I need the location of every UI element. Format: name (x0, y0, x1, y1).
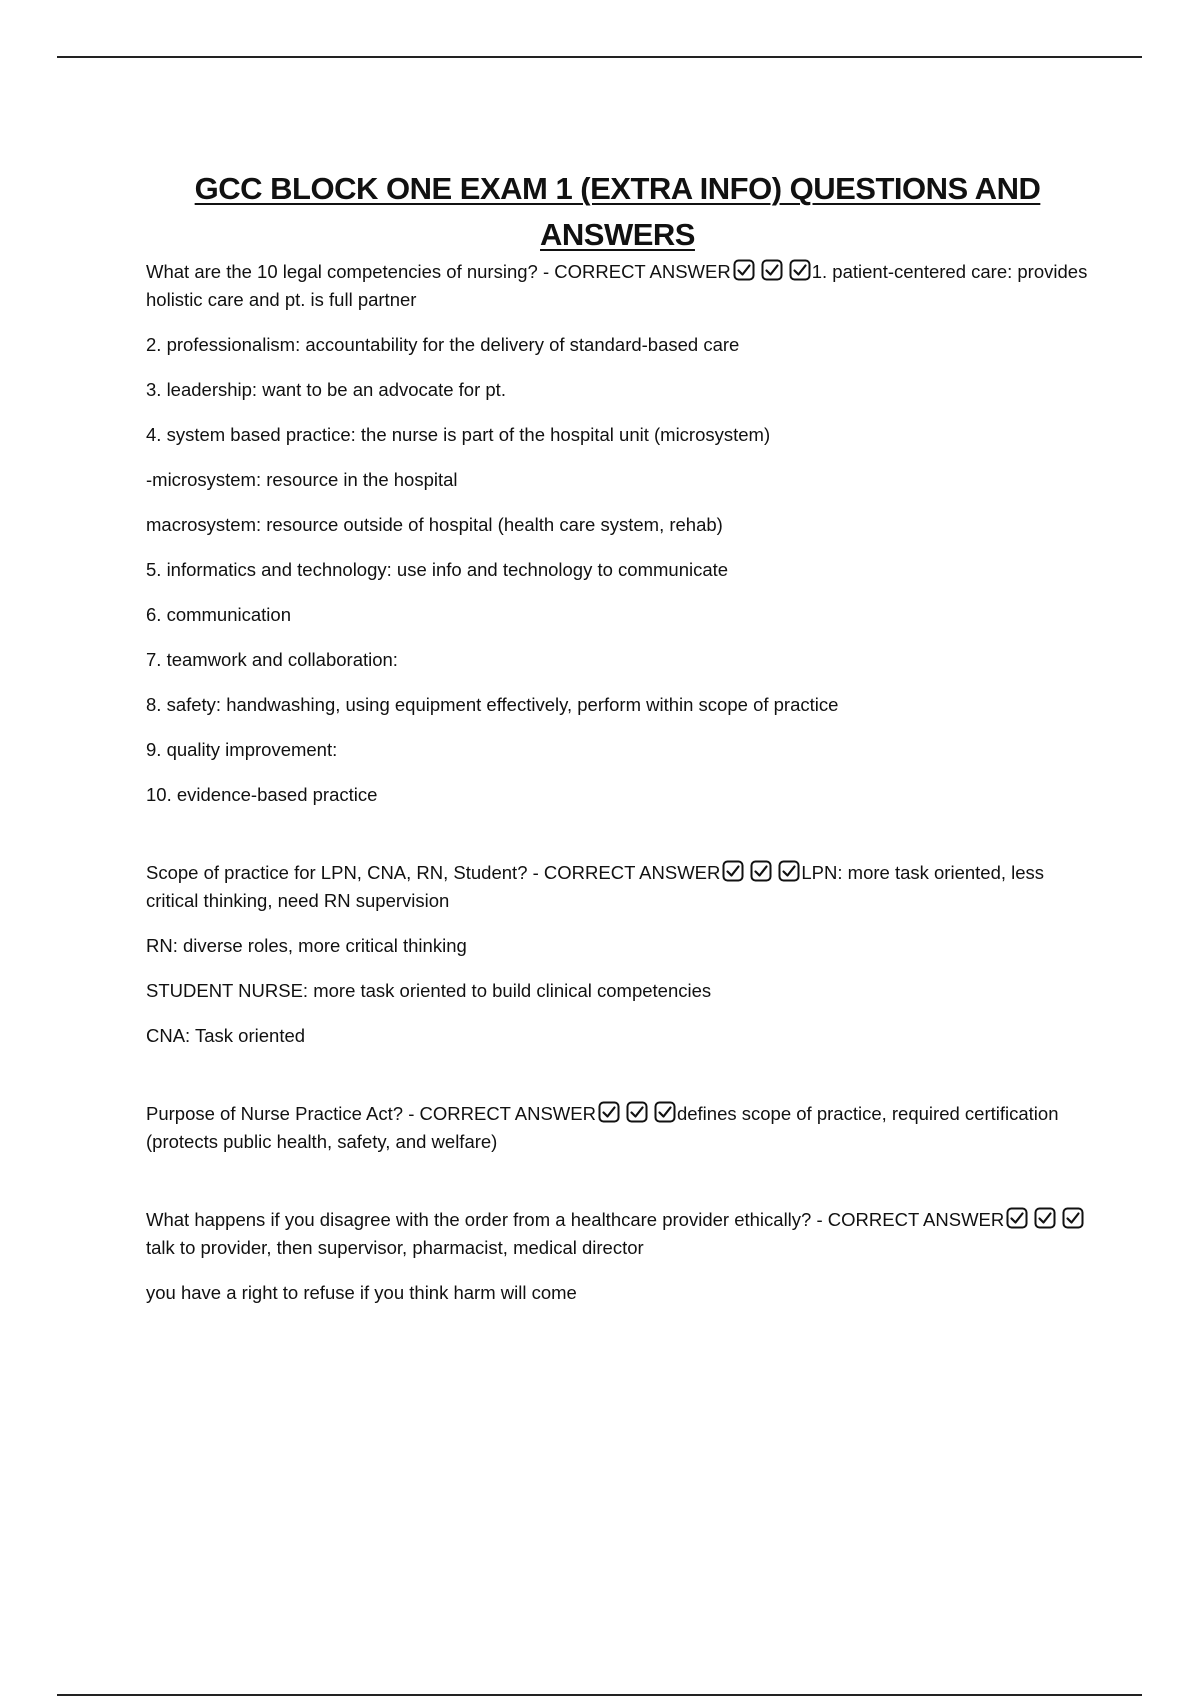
qa-item-3 (146, 1100, 1091, 1156)
answer-line: 10. evidence-based practice (146, 784, 378, 805)
answer-line: STUDENT NURSE: more task oriented to build clinical competencies (146, 980, 712, 1001)
qa-content (146, 258, 1091, 1324)
checkbox-checked-icon (750, 860, 772, 882)
answer-line: -microsystem: resource in the hospital (146, 469, 458, 490)
answer-line: macrosystem: resource outside of hospital (health care system, rehab) (146, 514, 723, 535)
answer-line: 2. professionalism: accountability for the delivery of standard-based care (146, 334, 740, 355)
check-marks (733, 259, 811, 281)
checkbox-checked-icon (733, 259, 755, 281)
check-marks (722, 860, 800, 882)
answer-line: 7. teamwork and collaboration: (146, 649, 398, 670)
checkbox-checked-icon (722, 860, 744, 882)
answer-text: talk to provider, then supervisor, pharmacist, medical director (146, 1237, 644, 1258)
checkbox-checked-icon (1006, 1207, 1028, 1229)
check-marks (1006, 1207, 1084, 1229)
answer-text: 1. patient-centered care: provides holistic care and pt. is full partner (146, 261, 1088, 310)
check-marks (598, 1101, 676, 1123)
answer-text: LPN: more task oriented, less critical thinking, need RN supervision (146, 862, 1045, 911)
answer-line: you have a right to refuse if you think harm will come (146, 1282, 577, 1303)
answer-line: RN: diverse roles, more critical thinking (146, 935, 467, 956)
header-rule (57, 56, 1142, 58)
answer-line: 5. informatics and technology: use info and technology to communicate (146, 559, 729, 580)
answer-line: 8. safety: handwashing, using equipment effectively, perform within scope of practice (146, 694, 839, 715)
qa-question-line (146, 1100, 1091, 1156)
footer-rule (57, 1694, 1142, 1696)
checkbox-checked-icon (1062, 1207, 1084, 1229)
qa-item-4 (146, 1206, 1091, 1307)
checkbox-checked-icon (626, 1101, 648, 1123)
answer-line: 9. quality improvement: (146, 739, 338, 760)
answer-line: 3. leadership: want to be an advocate for pt. (146, 379, 506, 400)
qa-question-line (146, 258, 1091, 314)
question-text: What are the 10 legal competencies of nursing? - CORRECT ANSWER (146, 261, 731, 282)
checkbox-checked-icon (789, 259, 811, 281)
qa-question-line (146, 859, 1091, 915)
checkbox-checked-icon (761, 259, 783, 281)
title-line-2: ANSWERS (540, 216, 695, 252)
answer-line: CNA: Task oriented (146, 1025, 306, 1046)
document-title (100, 166, 1135, 258)
answer-text: defines scope of practice, required certification (protects public health, safety, and welfare) (146, 1103, 1059, 1152)
checkbox-checked-icon (778, 860, 800, 882)
answer-line: 6. communication (146, 604, 291, 625)
qa-item-2 (146, 859, 1091, 1050)
answer-line: 4. system based practice: the nurse is part of the hospital unit (microsystem) (146, 424, 771, 445)
qa-item-1 (146, 258, 1091, 809)
question-text: Scope of practice for LPN, CNA, RN, Student? - CORRECT ANSWER (146, 862, 721, 883)
checkbox-checked-icon (1034, 1207, 1056, 1229)
question-text: Purpose of Nurse Practice Act? - CORRECT ANSWER (146, 1103, 596, 1124)
qa-question-line (146, 1206, 1091, 1262)
checkbox-checked-icon (598, 1101, 620, 1123)
question-text: What happens if you disagree with the order from a healthcare provider ethically? - CORRECT ANSWER (146, 1209, 1005, 1230)
title-line-1: GCC BLOCK ONE EXAM 1 (EXTRA INFO) QUESTIONS AND (194, 170, 1041, 206)
checkbox-checked-icon (654, 1101, 676, 1123)
